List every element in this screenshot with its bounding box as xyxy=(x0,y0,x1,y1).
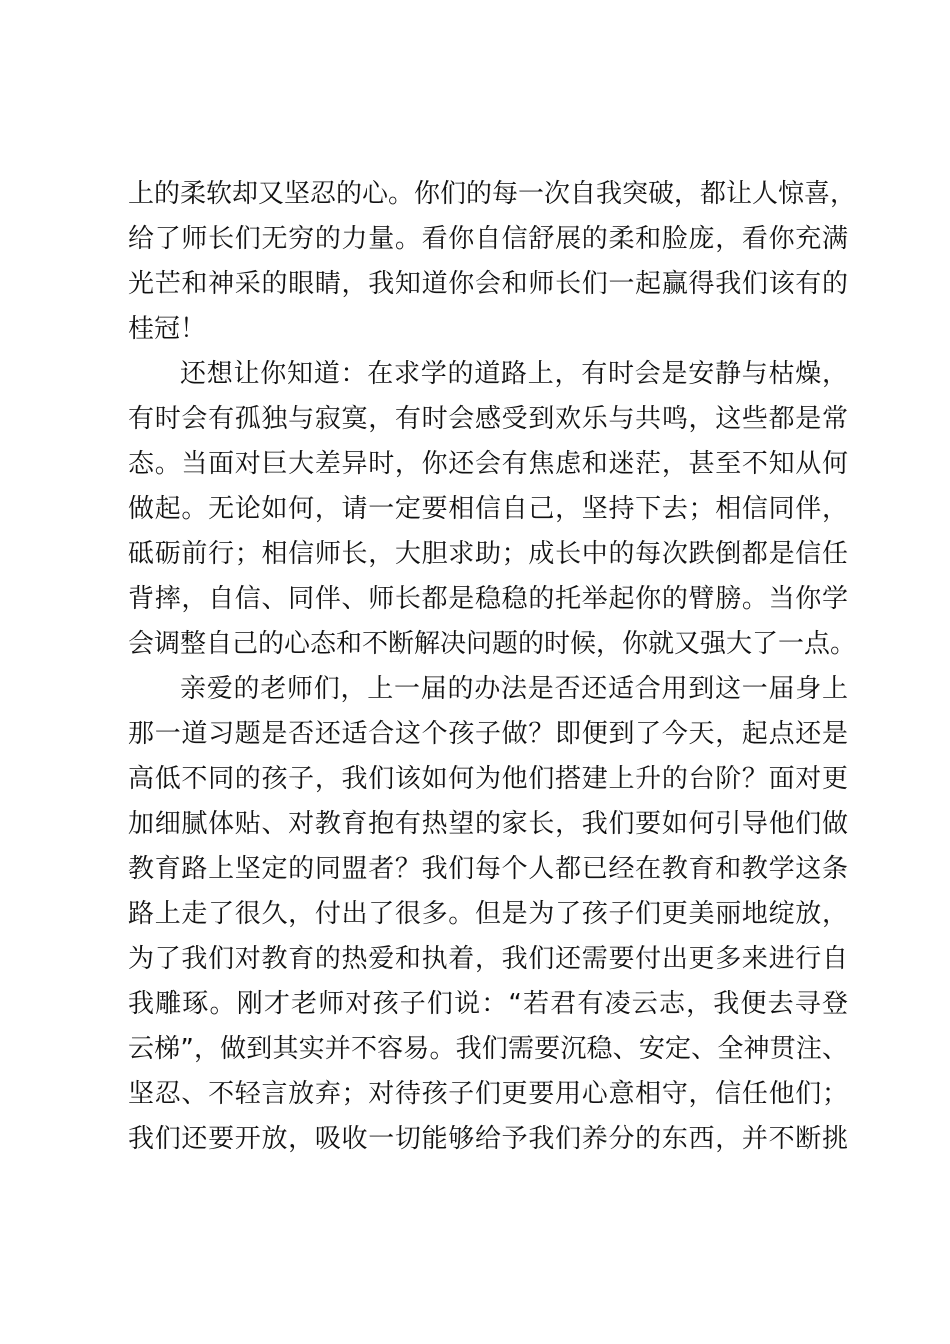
body-text xyxy=(128,172,857,1162)
text-line: 坚忍、不轻言放弃；对待孩子们更要用心意相守，信任他们； xyxy=(128,1079,848,1109)
text-line: 光芒和神采的眼睛，我知道你会和师长们一起赢得我们该有的 xyxy=(128,269,848,299)
text-line: 我雕琢。刚才老师对孩子们说：“若君有凌云志，我便去寻登 xyxy=(128,989,848,1019)
text-line: 加细腻体贴、对教育抱有热望的家长，我们要如何引导他们做 xyxy=(128,809,848,839)
paragraph-first-line: 亲爱的老师们，上一届的办法是否还适合用到这一届身上 xyxy=(180,674,848,704)
text-line: 路上走了很久，付出了很多。但是为了孩子们更美丽地绽放， xyxy=(128,899,848,929)
text-line: 做起。无论如何，请一定要相信自己，坚持下去；相信同伴， xyxy=(128,494,848,524)
text-line: 背摔，自信、同伴、师长都是稳稳的托举起你的臂膀。当你学 xyxy=(128,584,848,614)
paragraph-first-line: 还想让你知道：在求学的道路上，有时会是安静与枯燥， xyxy=(180,359,848,389)
text-line: 有时会有孤独与寂寞，有时会感受到欢乐与共鸣，这些都是常 xyxy=(128,404,848,434)
text-line: 上的柔软却又坚忍的心。你们的每一次自我突破，都让人惊喜， xyxy=(128,179,857,209)
text-line: 云梯”，做到其实并不容易。我们需要沉稳、安定、全神贯注、 xyxy=(128,1034,848,1064)
text-line: 会调整自己的心态和不断解决问题的时候，你就又强大了一点。 xyxy=(128,629,857,659)
text-line: 给了师长们无穷的力量。看你自信舒展的柔和脸庞，看你充满 xyxy=(128,224,848,254)
text-line: 高低不同的孩子，我们该如何为他们搭建上升的台阶？面对更 xyxy=(128,764,848,794)
text-line: 教育路上坚定的同盟者？我们每个人都已经在教育和教学这条 xyxy=(128,854,848,884)
text-line: 为了我们对教育的热爱和执着，我们还需要付出更多来进行自 xyxy=(128,944,848,974)
text-line: 态。当面对巨大差异时，你还会有焦虑和迷茫，甚至不知从何 xyxy=(128,449,848,479)
text-line: 砥砺前行；相信师长，大胆求助；成长中的每次跌倒都是信任 xyxy=(128,539,848,569)
text-line: 我们还要开放，吸收一切能够给予我们养分的东西，并不断挑 xyxy=(128,1124,848,1154)
text-line: 那一道习题是否还适合这个孩子做？即便到了今天，起点还是 xyxy=(128,719,848,749)
text-line: 桂冠！ xyxy=(128,314,207,344)
